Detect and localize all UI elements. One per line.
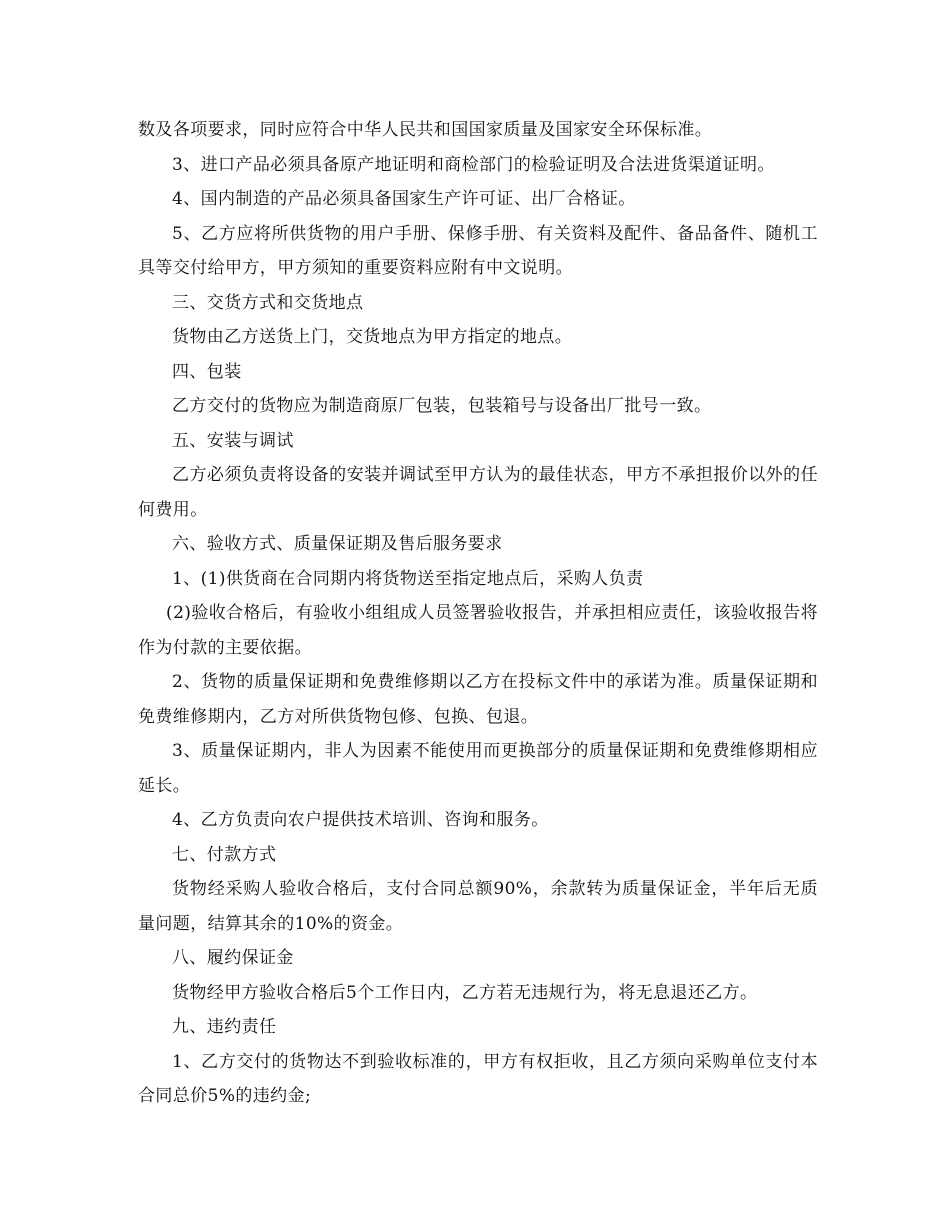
paragraph-performance-bond: 货物经甲方验收合格后5个工作日内，乙方若无违规行为，将无息退还乙方。 [172, 982, 758, 1003]
section-heading-performance-bond: 八、履约保证金 [172, 948, 294, 968]
paragraph-acceptance-1-2: (2)验收合格后，有验收小组组成人员签署验收报告，并承担相应责任，该验收报告将作为付款的主要依据。 [138, 603, 818, 658]
document-body [138, 113, 818, 1114]
section-heading-acceptance: 六、验收方式、质量保证期及售后服务要求 [172, 534, 503, 554]
section-heading-liability: 九、违约责任 [172, 1017, 277, 1037]
paragraph-acceptance-1: 1、(1)供货商在合同期内将货物送至指定地点后，采购人负责 [172, 568, 644, 589]
paragraph-continuation: 数及各项要求，同时应符合中华人民共和国国家质量及国家安全环保标准。 [138, 120, 713, 140]
section-heading-delivery: 三、交货方式和交货地点 [172, 292, 364, 313]
paragraph-item-3: 3、进口产品必须具备原产地证明和商检部门的检验证明及合法进货渠道证明。 [172, 154, 775, 175]
paragraph-acceptance-3: 3、质量保证期内，非人为因素不能使用而更换部分的质量保证期和免费维修期相应延长。 [138, 741, 818, 796]
section-heading-payment: 七、付款方式 [172, 844, 277, 865]
paragraph-packaging: 乙方交付的货物应为制造商原厂包装，包装箱号与设备出厂批号一致。 [172, 396, 712, 416]
paragraph-installation: 乙方必须负责将设备的安装并调试至甲方认为的最佳状态，甲方不承担报价以外的任何费用。 [138, 465, 818, 520]
paragraph-item-4: 4、国内制造的产品必须具备国家生产许可证、出厂合格证。 [172, 189, 636, 209]
section-heading-packaging: 四、包装 [172, 361, 242, 382]
paragraph-delivery: 货物由乙方送货上门，交货地点为甲方指定的地点。 [172, 327, 573, 347]
paragraph-acceptance-4: 4、乙方负责向农户提供技术培训、咨询和服务。 [172, 810, 549, 830]
paragraph-item-5: 5、乙方应将所供货物的用户手册、保修手册、有关资料及配件、备品备件、随机工具等交付给甲方，甲方须知的重要资料应附有中文说明。 [138, 223, 818, 278]
paragraph-liability-1: 1、乙方交付的货物达不到验收标准的，甲方有权拒收，且乙方须向采购单位支付本合同总价5%的违约金; [138, 1051, 818, 1106]
paragraph-acceptance-2: 2、货物的质量保证期和免费维修期以乙方在投标文件中的承诺为准。质量保证期和免费维修期内，乙方对所供货物包修、包换、包退。 [138, 672, 818, 727]
section-heading-installation: 五、安装与调试 [172, 430, 294, 451]
paragraph-payment: 货物经采购人验收合格后，支付合同总额90%，余款转为质量保证金，半年后无质量问题，结算其余的10%的资金。 [138, 879, 818, 934]
